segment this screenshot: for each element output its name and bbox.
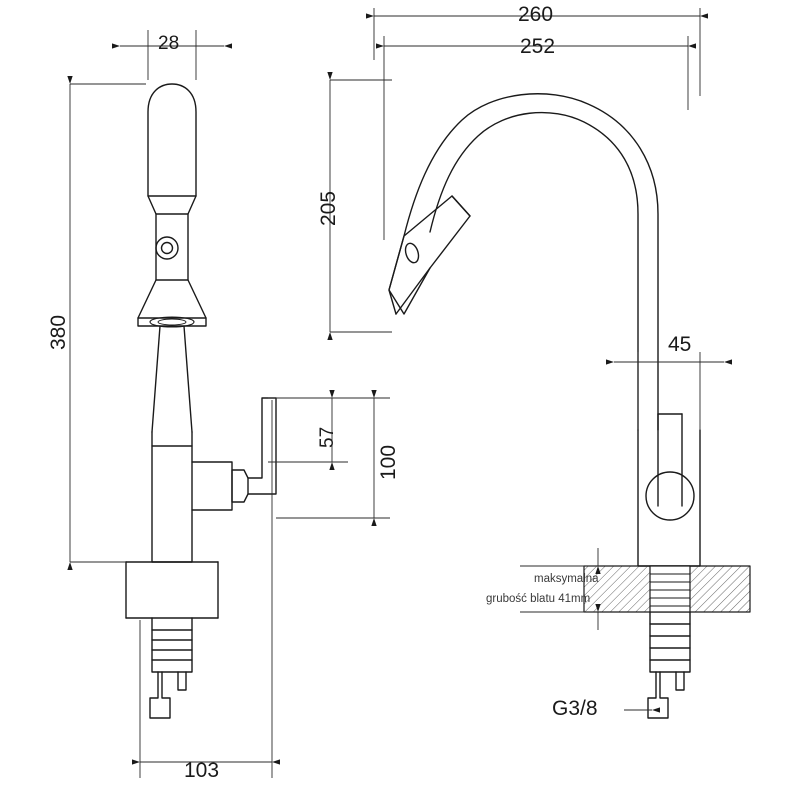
counter-thickness-note-line1: maksymalna	[534, 573, 599, 585]
dimension-label-spout-height: 205	[317, 190, 340, 226]
dimension-label-reach-outer: 260	[518, 3, 554, 26]
dimension-label-total-height: 380	[47, 314, 70, 350]
dimension-label-thread-size: G3/8	[552, 697, 598, 720]
counter-thickness-note-line2: grubość blatu 41mm	[486, 593, 591, 605]
dimension-label-base-width: 103	[184, 759, 220, 782]
dimension-label-lever-height: 100	[377, 444, 400, 480]
dimension-label-reach-inner: 252	[520, 35, 556, 58]
dimension-label-lever-clearance: 57	[317, 426, 338, 448]
dimension-label-width-spout-head: 28	[158, 33, 180, 54]
dimension-label-handle-offset: 45	[668, 333, 692, 356]
